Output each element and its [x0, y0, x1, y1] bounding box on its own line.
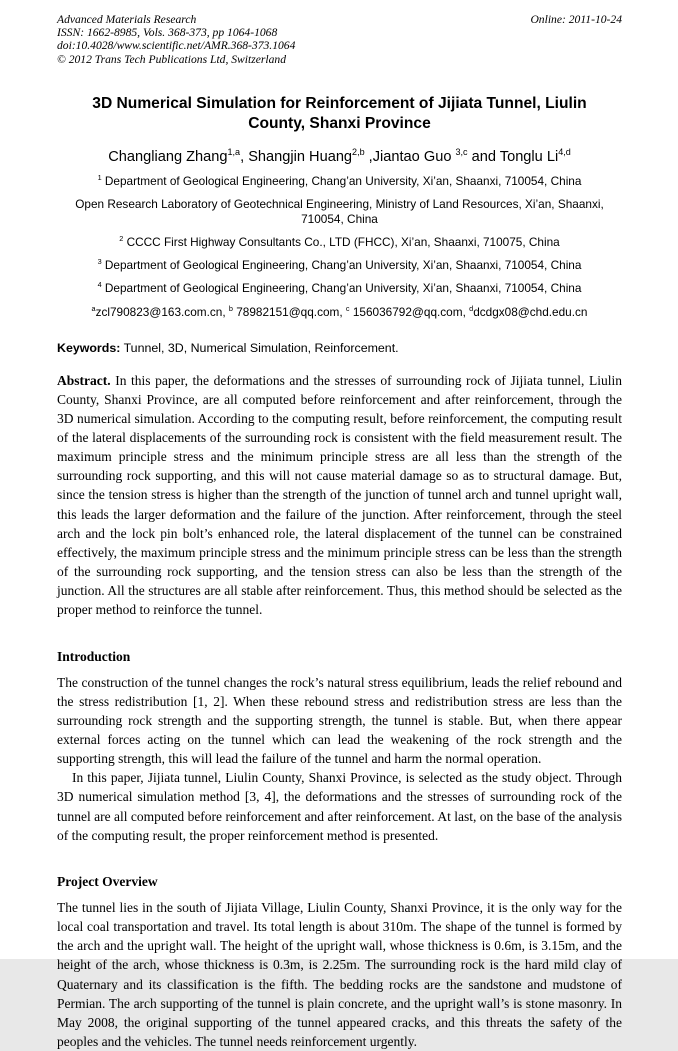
- online-date: Online: 2011-10-24: [530, 13, 622, 26]
- affiliation-superscript: 3: [97, 256, 102, 266]
- affiliation-text: CCCC First Highway Consultants Co., LTD (FHCC), Xi’an, Shaanxi, 710075, China: [123, 234, 560, 249]
- email-superscript: c: [345, 303, 350, 313]
- author-line: [57, 146, 622, 167]
- affiliation-line: [57, 174, 622, 189]
- affiliation-line: [57, 235, 622, 250]
- issn-line: ISSN: 1662-8985, Vols. 368-373, pp 1064-1068: [57, 26, 278, 40]
- affiliation-line: [57, 197, 622, 227]
- affiliation-text: Department of Geological Engineering, Chang’an University, Xi’an, Shaanxi, 710054, China: [101, 257, 582, 272]
- abstract-text: In this paper, the deformations and the stresses of surrounding rock of Jijiata tunnel, Liulin County, Shanxi Province, are all computed before reinforcement and after reinforcement, through the 3D numerical simulation. According to the computing result, before reinforcement, the computing result of the lateral displacements of the surrounding rock is consistent with the field measurement result. The maximum principle stress and the minimum principle stress are all less than the strength of the surrounding rock supporting, and this will not cause material damage so as to structural damage. But, since the tension stress is higher than the strength of the junction of tunnel arch and tunnel upright wall, this leads the larger deformation and the failure of the junction. After reinforcement, through the steel arch and the lock pin bolt’s enhanced role, the lateral displacement of the tunnel can be constrained effectively, the maximum principle stress and the minimum principle stress can be less than the strength of the surrounding rock supporting, and the tension stress can also be less than the strength of the junction. All the structures are all stable after reinforcement. Thus, this method should be selected as the proper method to reinforce the tunnel.: [57, 372, 622, 618]
- email-address: zcl790823@163.com.cn,: [95, 304, 229, 319]
- author-name: Tonglu Li: [499, 148, 559, 165]
- paper-title: 3D Numerical Simulation for Reinforcement of Jijiata Tunnel, Liulin County, Shanxi Province: [92, 94, 587, 133]
- email-line: [57, 305, 622, 319]
- copyright-line: © 2012 Trans Tech Publications Ltd, Switzerland: [57, 52, 287, 66]
- affiliation-text: Open Research Laboratory of Geotechnical Engineering, Ministry of Land Resources, Xi’an, Shaanxi, 710054, China: [75, 197, 604, 227]
- author-superscript: 2,b: [352, 146, 365, 157]
- email-address: 156036792@qq.com,: [349, 304, 470, 319]
- affiliation-superscript: 2: [119, 234, 124, 243]
- email-superscript: d: [469, 303, 474, 313]
- affiliation-text: Department of Geological Engineering, Chang’an University, Xi’an, Shaanxi, 710054, China: [101, 280, 582, 295]
- affiliation-line: [57, 281, 622, 296]
- email-address: 78982151@qq.com,: [232, 304, 346, 319]
- introduction-paragraph: The construction of the tunnel changes the rock’s natural stress equilibrium, leads the relief rebound and the stress redistribution [1, 2]. When these rebound stress and redistribution stress are less than the surrounding rock strength and the supporting strength, the tunnel is stable. But, when there appear external forces acting on the tunnel which can lead the weakening of the rock strength and the supporting strength, this will lead the failure of the tunnel and harm the normal operation.: [57, 674, 622, 767]
- author-superscript: 1,a: [227, 146, 241, 157]
- abstract-label: Abstract.: [57, 372, 111, 388]
- section-heading-introduction: Introduction: [57, 648, 131, 664]
- author-superscript: 3,c: [455, 146, 468, 157]
- author-name: Shangjin Huang: [248, 148, 353, 165]
- section-heading-project-overview: Project Overview: [57, 873, 158, 889]
- author-separator: ,: [364, 148, 373, 165]
- affiliation-text: Department of Geological Engineering, Chang’an University, Xi’an, Shaanxi, 710054, China: [101, 174, 582, 189]
- project-overview-paragraph: The tunnel lies in the south of Jijiata Village, Liulin County, Shanxi Province, it is the only way for the local coal transportation and travel. Its total length is about 310m. The shape of the tunnel is formed by the arch and the upright wall. The height of the upright wall, whose thickness is 0.6m, is 3.15m, and the height of the arch, whose thickness is 0.3m, is 2.25m. The surrounding rock is the hard mild clay of Quaternary and its classification is the fifth. The bedding rocks are the sandstone and mudstone of Permian. The arch supporting of the tunnel is plain concrete, and the upright wall’s is stone masonry. In May 2008, the original supporting of the tunnel appeared cracks, and this threats the safety of the peoples and the vehicles. The tunnel needs reinforcement urgently.: [57, 899, 622, 1050]
- author-separator: and: [467, 148, 500, 165]
- keywords-label: Keywords:: [57, 340, 121, 355]
- abstract: [57, 371, 622, 620]
- affiliation-line: [57, 258, 622, 273]
- keywords-line: [57, 341, 622, 355]
- author-separator: ,: [240, 148, 249, 165]
- email-address: dcdgx08@chd.edu.cn: [473, 304, 588, 319]
- journal-info-block: [57, 14, 295, 67]
- email-superscript: a: [91, 303, 96, 313]
- author-name: Jiantao Guo: [372, 148, 456, 165]
- email-superscript: b: [228, 303, 233, 313]
- journal-header: [57, 14, 622, 67]
- journal-name: Advanced Materials Research: [57, 13, 197, 26]
- affiliation-superscript: 4: [97, 279, 102, 289]
- doi-line: doi:10.4028/www.scientific.net/AMR.368-373.1064: [57, 39, 296, 53]
- keywords-text: Tunnel, 3D, Numerical Simulation, Reinforcement.: [120, 340, 399, 355]
- introduction-paragraph: In this paper, Jijiata tunnel, Liulin County, Shanxi Province, is selected as the study object. Through 3D numerical simulation method [3, 4], the deformations and the stresses of surrounding rock of the tunnel are all computed before reinforcement and after reinforcement. At last, on the base of the analysis of the computing result, the proper reinforcement method is presented.: [57, 770, 622, 843]
- author-name: Changliang Zhang: [108, 148, 228, 165]
- affiliation-superscript: 1: [97, 173, 102, 183]
- author-superscript: 4,d: [558, 146, 571, 157]
